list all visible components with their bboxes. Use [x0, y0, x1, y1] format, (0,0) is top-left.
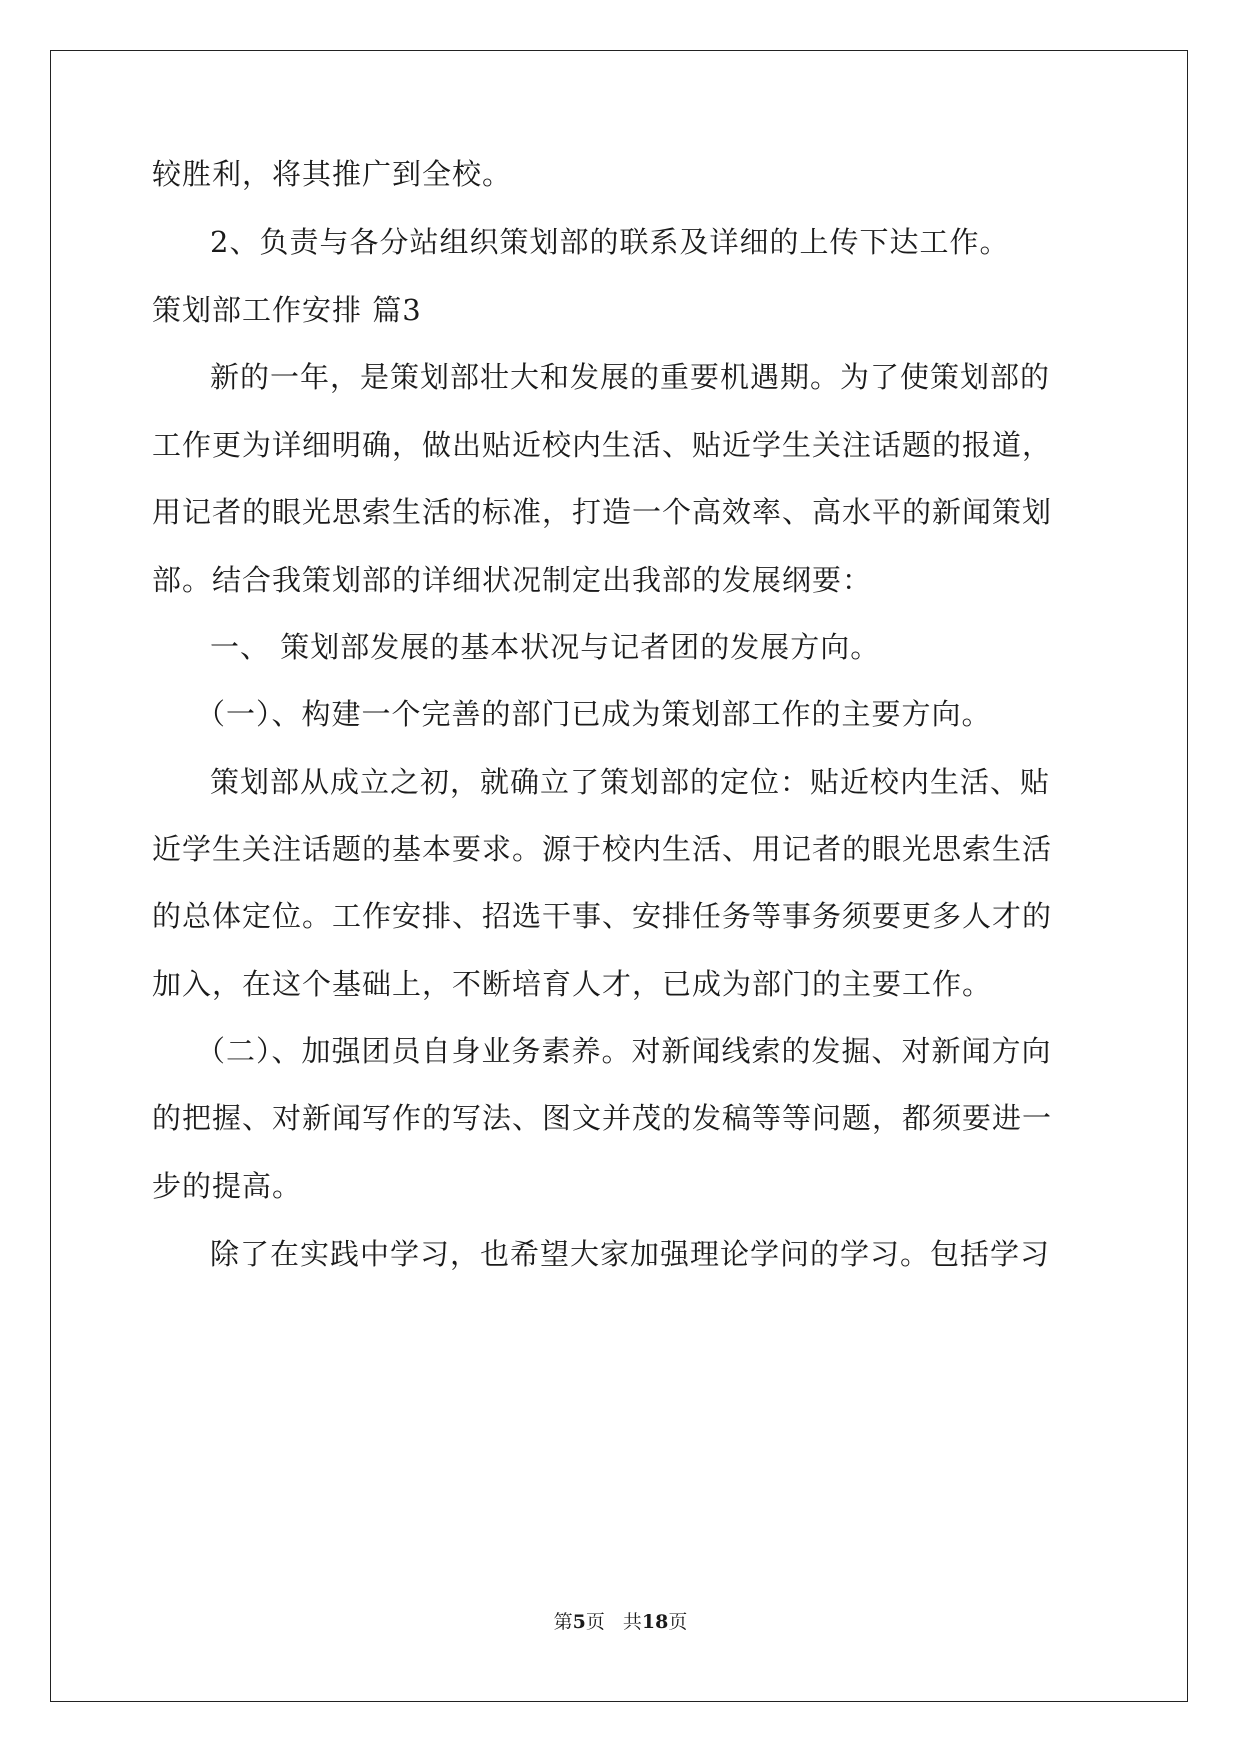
- paragraph-line: 近学生关注话题的基本要求。源于校内生活、用记者的眼光思索生活: [152, 832, 1053, 866]
- total-unit: 页: [668, 1611, 688, 1633]
- current-page-number: 5: [572, 1611, 586, 1633]
- paragraph-line: 的总体定位。工作安排、招选干事、安排任务等事务须要更多人才的: [152, 899, 1053, 933]
- paragraph-line: 策划部从成立之初，就确立了策划部的定位：贴近校内生活、贴: [210, 765, 1051, 799]
- page-footer: [0, 1610, 1241, 1634]
- paragraph-line: 部。结合我策划部的详细状况制定出我部的发展纲要：: [152, 563, 873, 597]
- paragraph-line: 2、负责与各分站组织策划部的联系及详细的上传下达工作。: [210, 225, 1010, 259]
- section-heading: 策划部工作安排 篇3: [152, 293, 422, 327]
- page-unit: 页: [585, 1611, 605, 1633]
- total-prefix: 共: [622, 1611, 642, 1633]
- paragraph-line: 工作更为详细明确，做出贴近校内生活、贴近学生关注话题的报道，: [152, 428, 1053, 462]
- paragraph-line: 的把握、对新闻写作的写法、图文并茂的发稿等等问题，都须要进一: [152, 1101, 1053, 1135]
- paragraph-line: 一、 策划部发展的基本状况与记者团的发展方向。: [210, 630, 881, 664]
- paragraph-line: 步的提高。: [152, 1169, 303, 1203]
- paragraph-line: 加入，在这个基础上，不断培育人才，已成为部门的主要工作。: [152, 967, 993, 1001]
- paragraph-line: 新的一年，是策划部壮大和发展的重要机遇期。为了使策划部的: [210, 360, 1051, 394]
- page-prefix: 第: [553, 1611, 573, 1633]
- paragraph-line: 除了在实践中学习，也希望大家加强理论学问的学习。包括学习: [210, 1237, 1051, 1271]
- paragraph-line: 用记者的眼光思索生活的标准，打造一个高效率、高水平的新闻策划: [152, 495, 1053, 529]
- paragraph-line: （二）、加强团员自身业务素养。对新闻线索的发掘、对新闻方向: [196, 1034, 1052, 1068]
- total-pages-number: 18: [641, 1611, 669, 1633]
- paragraph-line: 较胜利，将其推广到全校。: [152, 157, 513, 191]
- paragraph-line: （一）、构建一个完善的部门已成为策划部工作的主要方向。: [196, 697, 992, 731]
